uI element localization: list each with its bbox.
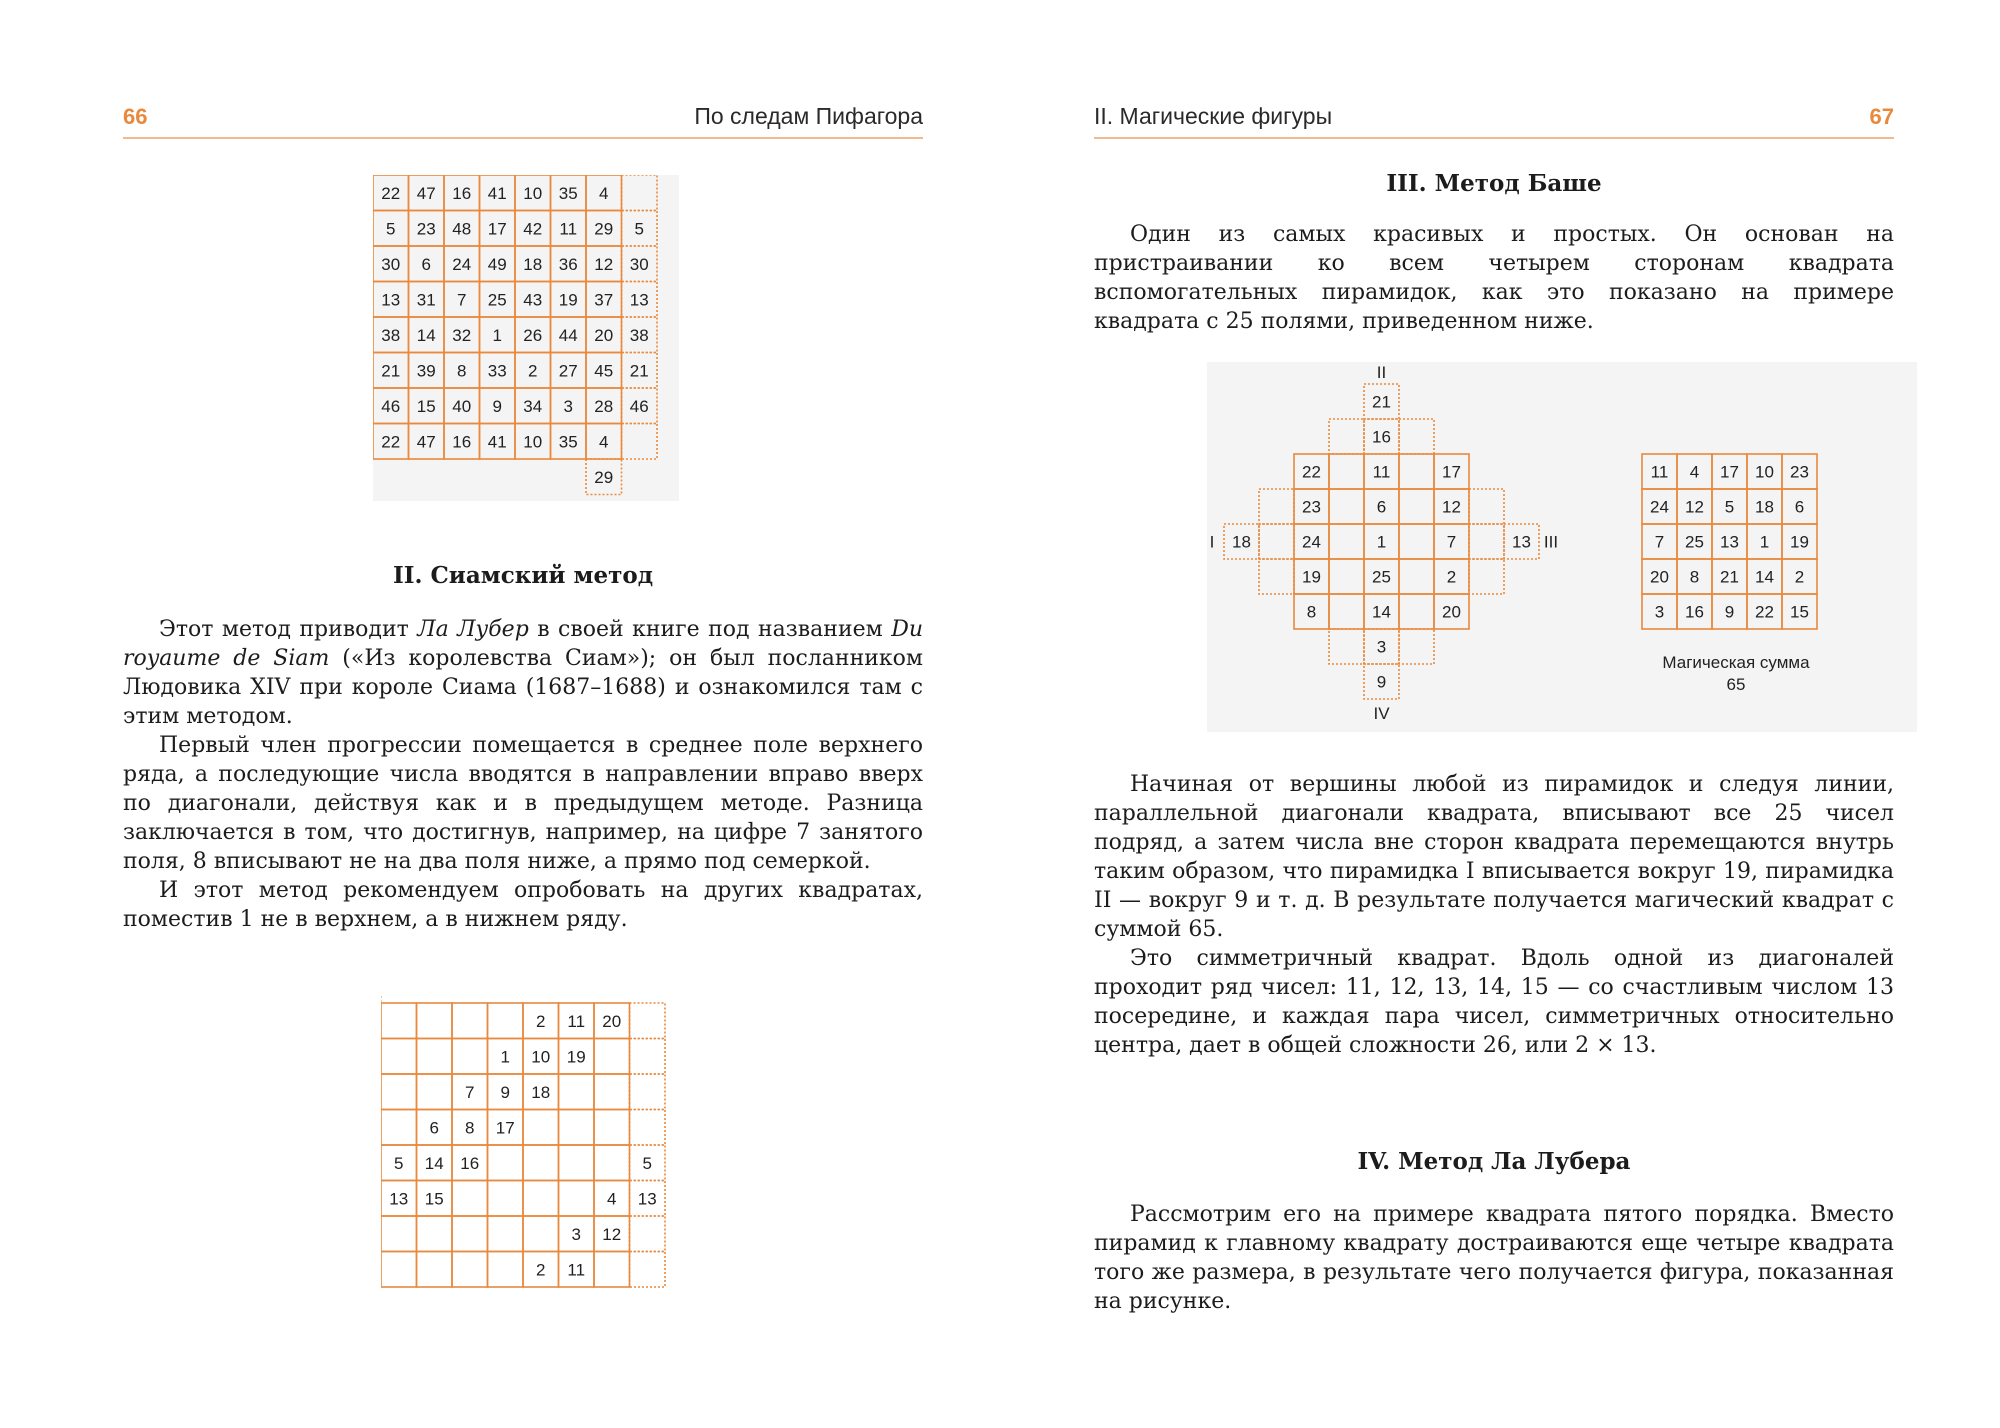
page-number: 66: [123, 104, 148, 129]
cell-number: 18: [531, 1082, 551, 1102]
grid-cell: [630, 1039, 666, 1075]
grid-cell: [381, 1216, 417, 1252]
cell-number: 38: [629, 325, 649, 345]
cell-number: 46: [629, 396, 649, 416]
grid-cell: [630, 1110, 666, 1146]
cell-number: 1: [500, 1047, 510, 1067]
cell-number: 12: [594, 254, 614, 274]
cell-number: 8: [457, 361, 467, 381]
cell-number: 20: [594, 325, 614, 345]
cell-number: 46: [381, 396, 401, 416]
cell-number: 13: [629, 290, 649, 310]
cell-number: 3: [1376, 637, 1387, 657]
cell-number: 13: [1720, 532, 1739, 552]
cell-number: 15: [416, 396, 436, 416]
cell-number: 9: [1376, 672, 1387, 692]
cell-number: 47: [416, 183, 436, 203]
cell-number: 16: [452, 432, 472, 452]
bachet-intro: [1094, 220, 1894, 336]
cell-number: 13: [1512, 532, 1531, 552]
cell-number: 16: [1685, 602, 1704, 622]
grid-cell: [381, 1039, 417, 1075]
cell-number: 22: [381, 183, 401, 203]
cell-number: 32: [452, 325, 472, 345]
pyramid-label: IV: [1373, 704, 1390, 723]
grid-cell: [417, 1039, 453, 1075]
cell-number: 23: [416, 219, 436, 239]
cell-number: 14: [1755, 567, 1774, 587]
cell-number: 49: [487, 254, 507, 274]
grid-cell: [452, 1039, 488, 1075]
cell-number: 17: [495, 1118, 515, 1138]
cell-number: 42: [523, 219, 543, 239]
paragraph: Рассмотрим его на примере квадрата пятого порядка. Вместо пирамид к главному квадрату достраиваются еще четыре квадрата того же размера, в результате чего получается фигура, показанная на рисунке.: [1094, 1202, 1894, 1314]
cell-number: 47: [416, 432, 436, 452]
cell-number: 16: [1372, 427, 1391, 447]
cell-number: 8: [1306, 602, 1317, 622]
cell-number: 30: [381, 254, 401, 274]
cell-number: 22: [381, 432, 401, 452]
cell-number: 6: [429, 1118, 439, 1138]
cell-number: 9: [500, 1082, 510, 1102]
grid-cell: [630, 1003, 666, 1039]
cell-number: 35: [558, 432, 578, 452]
cell-number: 41: [487, 183, 507, 203]
cell-number: 15: [1790, 602, 1809, 622]
grid-cell: [559, 1074, 595, 1110]
cell-number: 3: [1654, 602, 1665, 622]
cell-number: 45: [594, 361, 614, 381]
cell-number: 19: [566, 1047, 586, 1067]
grid-cell: [452, 1003, 488, 1039]
cell-number: 13: [637, 1189, 657, 1209]
grid-cell: [452, 1252, 488, 1288]
cell-number: 11: [559, 219, 578, 239]
left-page: [123, 0, 923, 1428]
grid-cell: [559, 1145, 595, 1181]
cell-number: 30: [629, 254, 649, 274]
cell-number: 2: [1446, 567, 1457, 587]
cell-number: 11: [1650, 462, 1669, 482]
paragraph: Начиная от вершины любой из пирамидок и следуя линии, параллельной диагонали квадрата, вписывают все 25 чисел подряд, а затем числа вне сторон квадрата перемещаются внутрь таким образом, что пирамидка I вписывается вокруг 19, пирамидка II — вокруг 9 и т. д. В результате получается магический квадрат с суммой 65.: [1094, 772, 1894, 942]
cell-number: 23: [1790, 462, 1809, 482]
cell-number: 6: [421, 254, 431, 274]
grid-cell: [523, 1181, 559, 1217]
right-running-header: [1094, 97, 1894, 139]
pyramid-label: III: [1543, 532, 1559, 552]
pyramid-label: II: [1376, 363, 1387, 382]
cell-number: 18: [1755, 497, 1774, 517]
cell-number: 12: [1685, 497, 1704, 517]
cell-number: 25: [1685, 532, 1704, 552]
siamese-text: [123, 615, 923, 934]
cell-number: 5: [642, 1153, 652, 1173]
cell-number: 7: [1446, 532, 1457, 552]
cell-number: 12: [602, 1224, 622, 1244]
cell-number: 24: [1302, 532, 1321, 552]
cell-number: 7: [465, 1082, 475, 1102]
cell-number: 1: [492, 325, 502, 345]
la-loubere-text: [1094, 1200, 1894, 1316]
grid-cell: [488, 1003, 524, 1039]
cell-number: 4: [599, 432, 609, 452]
paragraph: Первый член прогрессии помещается в среднее поле верхнего ряда, а последующие числа вводятся в направлении вправо вверх по диагонали, действуя как и в предыдущем методе. Разница заключается в том, что достигнув, например, на цифре 7 занятого поля, 8 вписывают не на два поля ниже, а прямо под семеркой.: [123, 733, 923, 874]
cell-number: 29: [594, 219, 614, 239]
grid-cell: [630, 1252, 666, 1288]
cell-number: 4: [1689, 462, 1700, 482]
cell-number: 2: [1794, 567, 1805, 587]
grid-cell: [417, 1003, 453, 1039]
cell-number: 21: [1372, 392, 1391, 412]
cell-number: 29: [594, 467, 614, 487]
left-running-header: [123, 97, 923, 139]
cell-number: 11: [567, 1011, 586, 1031]
book-title: Du royaume de Siam: [123, 617, 923, 671]
cell-number: 2: [536, 1011, 546, 1031]
cell-number: 17: [1720, 462, 1739, 482]
grid-cell: [381, 1252, 417, 1288]
cell-number: 25: [487, 290, 507, 310]
grid-cell: [488, 1145, 524, 1181]
cell-number: 14: [1372, 602, 1391, 622]
cell-number: 18: [523, 254, 543, 274]
cell-number: 26: [523, 325, 543, 345]
author-name: Ла Лубер: [417, 617, 529, 642]
cell-number: 8: [1689, 567, 1700, 587]
grid-cell: [417, 1216, 453, 1252]
paragraph: Один из самых красивых и простых. Он основан на пристраивании ко всем четырем сторонам квадрата вспомогательных пирамидок, как это показано на примере квадрата с 25 полями, приведенном ниже.: [1094, 222, 1894, 334]
cell-number: 8: [465, 1118, 475, 1138]
cell-number: 35: [558, 183, 578, 203]
cell-number: 10: [1755, 462, 1774, 482]
grid-cell: [488, 1216, 524, 1252]
grid-cell: [630, 1216, 666, 1252]
grid-cell: [417, 1252, 453, 1288]
pyramid-label: I: [1209, 532, 1215, 552]
cell-number: 39: [416, 361, 436, 381]
siamese-grid-bottom: [381, 993, 671, 1293]
cell-number: 7: [1654, 532, 1665, 552]
grid-cell: [381, 1110, 417, 1146]
cell-number: 10: [523, 432, 543, 452]
cell-number: 44: [558, 325, 578, 345]
grid-cell: [381, 1003, 417, 1039]
grid-cell: [630, 1074, 666, 1110]
bachet-explanation: [1094, 770, 1894, 1060]
cell-number: 6: [1376, 497, 1387, 517]
grid-cell: [594, 1074, 630, 1110]
grid-cell: [559, 1181, 595, 1217]
paragraph: Это симметричный квадрат. Вдоль одной из диагоналей проходит ряд чисел: 11, 12, 13, 14, 15 — со счастливым числом 13 посередине, и каждая пара чисел, симметричных относительно центра, дает в общей сложности 26, или 2 × 13.: [1094, 946, 1894, 1058]
cell-number: 18: [1232, 532, 1251, 552]
cell-number: 1: [1376, 532, 1387, 552]
cell-number: 10: [523, 183, 543, 203]
cell-number: 33: [487, 361, 507, 381]
cell-number: 14: [424, 1153, 444, 1173]
cell-number: 20: [1442, 602, 1461, 622]
cell-number: 19: [558, 290, 578, 310]
cell-number: 41: [487, 432, 507, 452]
grid-cell: [594, 1145, 630, 1181]
cell-number: 21: [1720, 567, 1739, 587]
grid-cell: [594, 1039, 630, 1075]
paragraph: И этот метод рекомендуем опробовать на других квадратах, поместив 1 не в верхнем, а в нижнем ряду.: [123, 878, 923, 932]
cell-number: 3: [563, 396, 573, 416]
grid-cell: [523, 1216, 559, 1252]
grid-cell: [523, 1110, 559, 1146]
cell-number: 5: [1724, 497, 1735, 517]
grid-cell: [452, 1216, 488, 1252]
page-number: 67: [1869, 104, 1894, 129]
cell-number: 20: [1650, 567, 1669, 587]
section-title-siamese: II. Сиамский метод: [392, 562, 654, 589]
cell-number: 4: [599, 183, 609, 203]
grid-cell: [488, 1252, 524, 1288]
section-title-bachet: III. Метод Баше: [1386, 170, 1602, 197]
cell-number: 37: [594, 290, 614, 310]
cell-number: 25: [1372, 567, 1391, 587]
right-page: [1094, 0, 1894, 1428]
cell-number: 9: [492, 396, 502, 416]
running-title: II. Магические фигуры: [1094, 103, 1333, 129]
cell-number: 5: [386, 219, 396, 239]
grid-cell: [594, 1110, 630, 1146]
grid-cell: [594, 1252, 630, 1288]
cell-number: 21: [381, 361, 401, 381]
grid-cell: [381, 1074, 417, 1110]
cell-number: 19: [1790, 532, 1809, 552]
cell-number: 7: [457, 290, 467, 310]
cell-number: 1: [1759, 532, 1770, 552]
cell-number: 21: [629, 361, 649, 381]
cell-number: 3: [571, 1224, 581, 1244]
section-title-la-loubere: IV. Метод Ла Лубера: [1357, 1148, 1631, 1175]
cell-number: 24: [1650, 497, 1669, 517]
cell-number: 43: [523, 290, 543, 310]
cell-number: 2: [536, 1260, 546, 1280]
grid-cell: [488, 1181, 524, 1217]
cell-number: 22: [1755, 602, 1774, 622]
grid-cell: [452, 1181, 488, 1217]
cell-number: 11: [567, 1260, 586, 1280]
cell-number: 16: [460, 1153, 480, 1173]
magic-sum-caption: Магическая сумма 65: [1662, 653, 1810, 694]
cell-number: 13: [381, 290, 401, 310]
cell-number: 28: [594, 396, 614, 416]
cell-number: 19: [1302, 567, 1321, 587]
cell-number: 40: [452, 396, 472, 416]
grid-cell: [417, 1074, 453, 1110]
running-title: По следам Пифагора: [694, 103, 923, 129]
siamese-grid-top: [373, 175, 679, 501]
cell-number: 23: [1302, 497, 1321, 517]
cell-number: 36: [558, 254, 578, 274]
grid-cell: [523, 1145, 559, 1181]
cell-number: 48: [452, 219, 472, 239]
cell-number: 6: [1794, 497, 1805, 517]
cell-number: 17: [487, 219, 507, 239]
cell-number: 24: [452, 254, 472, 274]
grid-cell: [559, 1110, 595, 1146]
cell-number: 5: [634, 219, 644, 239]
cell-number: 11: [1372, 462, 1391, 482]
cell-number: 20: [602, 1011, 622, 1031]
paragraph: Этот метод приводит Ла Лубер в своей книге под названием Du royaume de Siam («Из королевства Сиам»); он был посланником Людовика XIV при короле Сиама (1687–1688) и ознакомился там с этим методом.: [123, 617, 924, 729]
cell-number: 34: [523, 396, 543, 416]
cell-number: 13: [389, 1189, 409, 1209]
cell-number: 2: [528, 361, 538, 381]
cell-number: 15: [424, 1189, 444, 1209]
cell-number: 16: [452, 183, 472, 203]
cell-number: 9: [1724, 602, 1735, 622]
cell-number: 31: [416, 290, 436, 310]
cell-number: 38: [381, 325, 401, 345]
cell-number: 10: [531, 1047, 551, 1067]
cell-number: 14: [416, 325, 436, 345]
cell-number: 5: [394, 1153, 404, 1173]
cell-number: 4: [607, 1189, 617, 1209]
cell-number: 27: [558, 361, 578, 381]
cell-number: 12: [1442, 497, 1461, 517]
cell-number: 17: [1442, 462, 1461, 482]
cell-number: 22: [1302, 462, 1321, 482]
